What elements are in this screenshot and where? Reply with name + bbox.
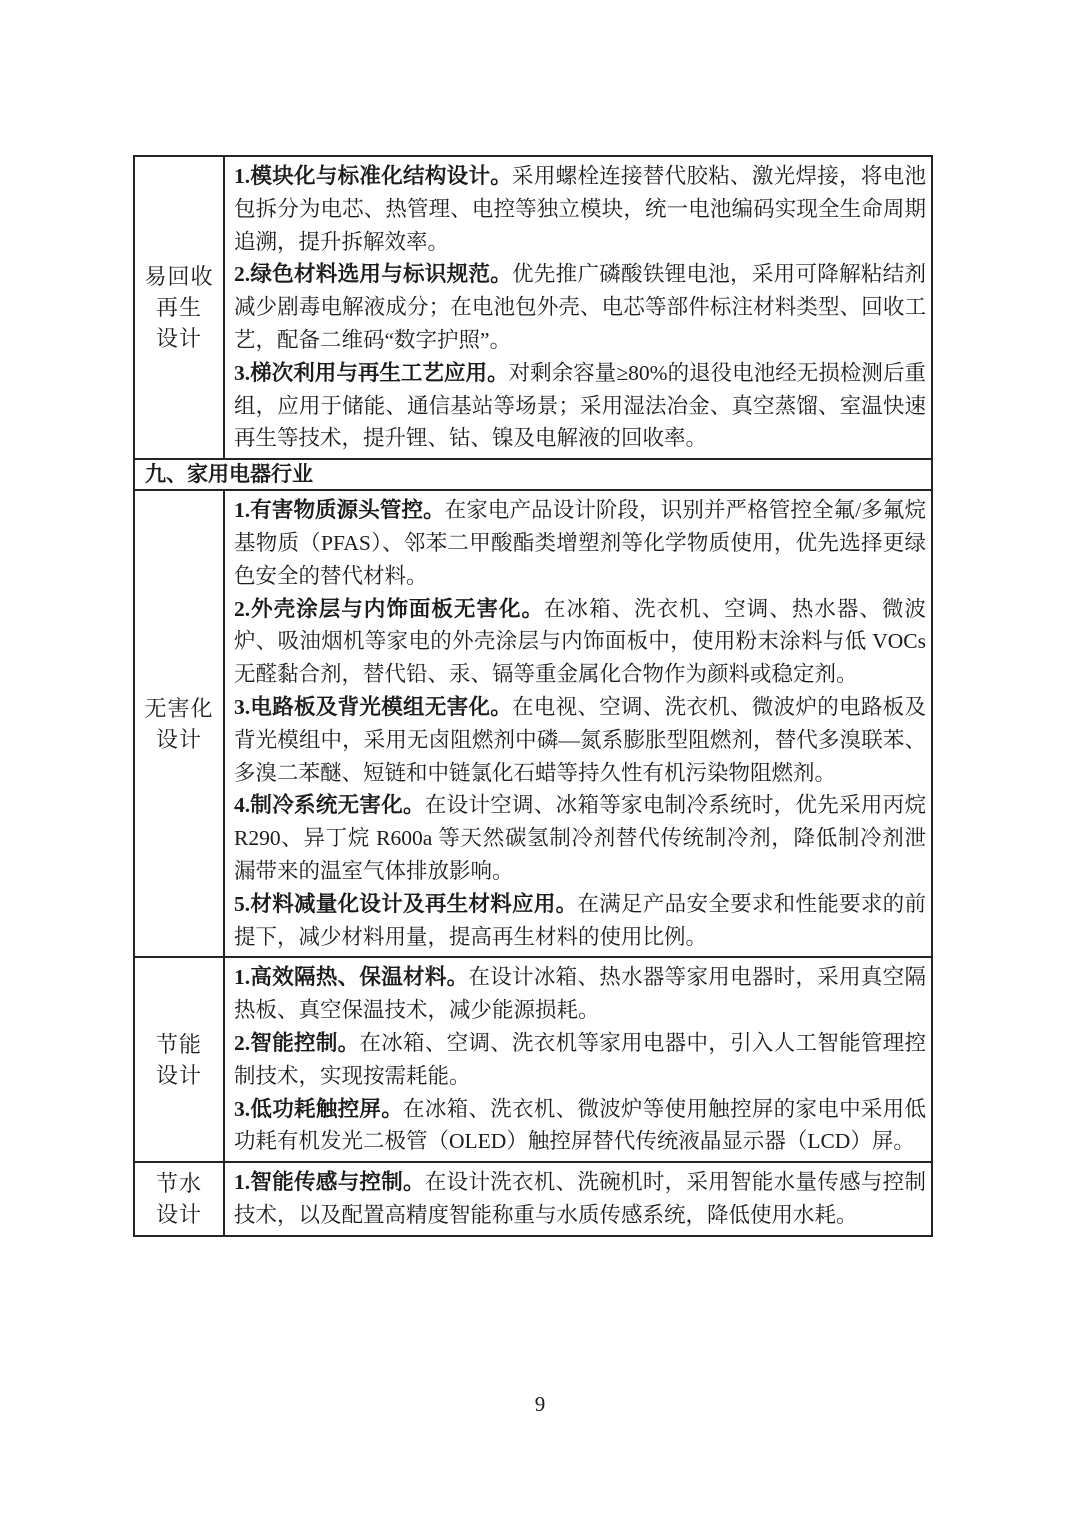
row-label-line: 设计 (155, 1062, 202, 1088)
clause-body: 采用螺栓连接替代胶粘、激光焊接，将电池包拆分为电芯、热管理、电控等独立模块，统一电池编码实现全生命周期追溯，提升拆解效率。 (234, 164, 926, 254)
clause-body: 优先推广磷酸铁锂电池，采用可降解粘结剂减少剧毒电解液成分；在电池包外壳、电芯等部件标注材料类型、回收工艺，配备二维码“数字护照”。 (234, 262, 926, 352)
row-label-line: 节水 (155, 1170, 202, 1196)
clause-efficient-insulation-materials (234, 961, 926, 1027)
row-content-harmless-design (225, 491, 931, 956)
clause-cascade-utilization-recycling (234, 357, 926, 455)
clause-title: 1.高效隔热、保温材料。 (234, 965, 469, 990)
clause-title: 3.电路板及背光模组无害化。 (234, 694, 513, 719)
clause-body: 在设计空调、冰箱等家电制冷系统时，优先采用丙烷 R290、异丁烷 R600a 等天然碳氢制冷剂替代传统制冷剂，降低制冷剂泄漏带来的温室气体排放影响。 (234, 793, 926, 883)
clause-circuit-board-backlight-module (234, 691, 926, 789)
clause-title: 3.低功耗触控屏。 (234, 1096, 404, 1121)
clause-refrigeration-system (234, 789, 926, 887)
clause-smart-sensing-control (234, 1166, 926, 1232)
row-label-harmless-design (135, 491, 225, 956)
clause-modular-standardized-structure (234, 160, 926, 258)
row-label-line: 设计 (155, 1201, 202, 1227)
section-header-label: 九、家用电器行业 (145, 463, 313, 487)
row-label-energy-saving-design (135, 958, 225, 1161)
clause-intelligent-control (234, 1027, 926, 1093)
clause-shell-coating-interior-panel (234, 593, 926, 691)
clause-title: 2.智能控制。 (234, 1030, 360, 1055)
row-label-line: 设计 (155, 326, 202, 352)
row-content-recyclable-regeneration-design (225, 157, 931, 458)
clause-body: 在冰箱、洗衣机、空调、热水器、微波炉、吸油烟机等家电的外壳涂层与内饰面板中，使用粉末涂料与低 VOCs 无醛黏合剂，替代铅、汞、镉等重金属化合物作为颜料或稳定剂。 (234, 596, 926, 687)
table-row-recyclable-regeneration-design (135, 157, 931, 458)
clause-title: 3.梯次利用与再生工艺应用。 (234, 360, 509, 385)
clause-green-material-labeling (234, 258, 926, 356)
clause-body: 在设计洗衣机、洗碗机时，采用智能水量传感与控制技术，以及配置高精度智能称重与水质传感系统，降低使用水耗。 (234, 1170, 926, 1227)
table-row-water-saving-design (135, 1161, 931, 1235)
clause-body: 在冰箱、空调、洗衣机等家用电器中，引入人工智能管理控制技术，实现按需耗能。 (234, 1030, 926, 1088)
page-number: 9 (534, 1392, 546, 1416)
clause-body: 对剩余容量≥80%的退役电池经无损检测后重组，应用于储能、通信基站等场景；采用湿法冶金、真空蒸馏、室温快速再生等技术，提升锂、钴、镍及电解液的回收率。 (234, 360, 926, 451)
clause-body: 在设计冰箱、热水器等家用电器时，采用真空隔热板、真空保温技术，减少能源损耗。 (234, 965, 926, 1023)
clause-title: 1.智能传感与控制。 (234, 1170, 425, 1195)
clause-title: 1.有害物质源头管控。 (234, 498, 445, 523)
clause-body: 在冰箱、洗衣机、微波炉等使用触控屏的家电中采用低功耗有机发光二极管（OLED）触控屏替代传统液晶显示器（LCD）屏。 (234, 1096, 926, 1154)
row-content-energy-saving-design (225, 958, 931, 1161)
clause-body: 在满足产品安全要求和性能要求的前提下，减少材料用量，提高再生材料的使用比例。 (234, 891, 926, 949)
row-label-line: 无害化 (144, 695, 214, 721)
row-label-recyclable-regeneration-design (135, 157, 225, 458)
row-label-line: 易回收 (144, 264, 214, 290)
clause-title: 2.外壳涂层与内饰面板无害化。 (234, 596, 545, 621)
section-header-home-appliance-industry (135, 458, 931, 489)
clause-title: 5.材料减量化设计及再生材料应用。 (234, 891, 578, 916)
clause-title: 4.制冷系统无害化。 (234, 793, 425, 818)
row-label-line: 再生 (155, 295, 202, 321)
clause-hazardous-substance-source-control (234, 494, 926, 592)
clause-body: 在家电产品设计阶段，识别并严格管控全氟/多氟烷基物质（PFAS）、邻苯二甲酸酯类增塑剂等化学物质使用，优先选择更绿色安全的替代材料。 (234, 498, 926, 588)
clause-body: 在电视、空调、洗衣机、微波炉的电路板及背光模组中，采用无卤阻燃剂中磷—氮系膨胀型阻燃剂，替代多溴联苯、多溴二苯醚、短链和中链氯化石蜡等持久性有机污染物阻燃剂。 (234, 694, 926, 785)
table-row-energy-saving-design (135, 956, 931, 1161)
row-label-water-saving-design (135, 1163, 225, 1235)
clause-low-power-touchscreen (234, 1093, 926, 1159)
clause-title: 2.绿色材料选用与标识规范。 (234, 262, 513, 287)
row-content-water-saving-design (225, 1163, 931, 1235)
green-design-requirements-table (133, 155, 933, 1237)
clause-title: 1.模块化与标准化结构设计。 (234, 164, 513, 188)
row-label-line: 设计 (155, 726, 202, 752)
clause-material-reduction-recycled-material (234, 888, 926, 954)
row-label-line: 节能 (155, 1031, 202, 1057)
table-row-harmless-design (135, 489, 931, 956)
